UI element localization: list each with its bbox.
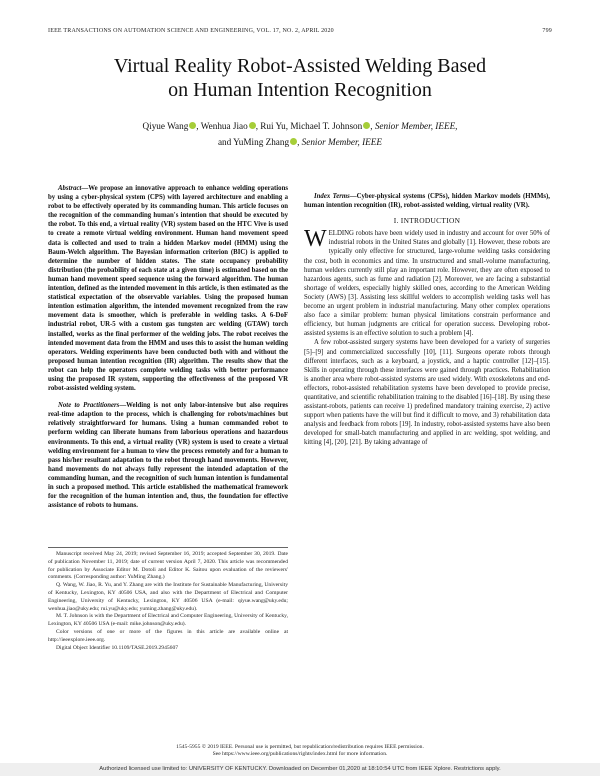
paragraph-text: ELDING robots have been widely used in industry and account for over 50% of industrial robots in the United States and globally [1]. However, these robots are typically only effective for structured, large-volume welding tasks considering the cost, both in economics and time. In unstructured and small-volume manufacturing, human welders currently still play an important role. However, they are often exposed to hazardous agents, such as fume and radiation [2]. Moreover, we are facing a substantial shortage of welders, especially highly skilled ones, according to the American Welding Society (AWS) [3]. Assisting less skillful welders to accomplish welding tasks well has become an urgent problem in industrial manufacturing. Many other complex operations also face a similar problem: human physical limitations constrain performance and efficiency, but human judgments are critical for operation success. Developing robot-assisted systems is an effective solution to such a problem [4]. [304,230,550,338]
left-column [48,184,288,510]
section-heading: I. INTRODUCTION [393,216,461,226]
index-terms [304,192,550,210]
paper-title [40,54,560,102]
orcid-icon[interactable] [189,122,196,129]
abstract [48,184,288,393]
note-text: —Welding is not only labor-intensive but also requires real-time adaption to the process, which is challenging for robots/machines but relatively straightforward for humans. Using a human commanded robot to perform welding can liberate humans from laborious operations and hazardous environments. To this end, a virtual reality (VR) system is used to create a virtual welding environment for a human to view the process remotely and for a human to pass his/her resultant adaptation to the robot through hand movements. However, hand movements do not always fully represent the intended adaptation of the commanding human, and the recognition of such human intention is fundamental in such a proposed method. This article established the mathematical framework for the recognition of the human intention and, thus, the foundation for effective assistance of robots to humans. [48,402,288,510]
author-name: and YuMing Zhang [217,137,290,147]
note-label: Note to Practitioners [58,402,120,410]
author-name: Michael T. Johnson [290,121,363,131]
copyright-notice [40,744,560,759]
abstract-label: Abstract [58,185,82,192]
footnote-manuscript: Manuscript received May 24, 2019; revised September 16, 2019; accepted September 30, 2019. Date of publication November 11, 2019; date of current version April 7, 2020. This article was recommended for publication by Associate Editor M. Dotoli and Editor K. Saitou upon evaluation of the reviewers' comments. (Corresponding author: YuMing Zhang.) [48,551,288,581]
journal-name: IEEE TRANSACTIONS ON AUTOMATION SCIENCE AND ENGINEERING, VOL. 17, NO. 2, APRIL 2020 [48,28,334,34]
footnote-doi: Digital Object Identifier 10.1109/TASE.2019.2945607 [56,644,179,651]
author-role: Senior Member, IEEE, [374,121,458,131]
author-list [40,118,560,150]
author-name: Wenhua Jiao [200,121,248,131]
copyright-line-2: See https://www.ieee.org/publications/rights/index.html for more information. [212,751,388,758]
author-name: Qiyue Wang [142,121,189,131]
orcid-icon[interactable] [249,122,256,129]
orcid-icon[interactable] [363,122,370,129]
footnote-affiliation: Q. Wang, W. Jiao, R. Yu, and Y. Zhang are with the Institute for Sustainable Manufacturing, University of Kentucky, Lexington, KY 40506 USA, and also with the Department of Electrical and Computer Engineering, University of Kentucky, Lexington, KY 40506 USA (e-mail: qiyue.wang@uky.edu; wenhua.jiao@uky.edu; rui.yu@uky.edu; yuming.zhang@uky.edu). [48,582,288,612]
drop-cap: W [304,226,327,253]
orcid-icon[interactable] [290,138,297,145]
title-line-1: Virtual Reality Robot-Assisted Welding Based [113,55,487,77]
title-line-2: on Human Intention Recognition [168,79,432,101]
footnote-affiliation-johnson: M. T. Johnson is with the Department of Electrical and Computer Engineering, University of Kentucky, Lexington, KY 40506 USA (e-mail: mike.johnson@uky.edu). [48,613,288,628]
right-column [304,184,550,448]
copyright-line-1: 1545-5955 © 2019 IEEE. Personal use is permitted, but republication/redistribution requires IEEE permission. [176,744,424,750]
running-header [48,28,552,34]
footnote-color-versions: Color versions of one or more of the figures in this article are available online at http://ieeexplore.ieee.org. [48,628,288,643]
author-role: Senior Member, IEEE [301,137,383,147]
index-terms-text: —Cyber-physical systems (CPSs), hidden Markov models (HMMs), human intention recognition (IR), robot-assisted welding, virtual reality (VR). [304,193,550,210]
author-line-2: and YuMing Zhang , Senior Member, IEEE [217,137,383,147]
download-notice-bar: Authorized licensed use limited to: UNIVERSITY OF KENTUCKY. Downloaded on December 01,2020 at 18:10:54 UTC from IEEE Xplore. Restrictions apply. [0,763,600,776]
note-to-practitioners [48,401,288,510]
author-line-1: Qiyue Wang , Wenhua Jiao , Rui Yu, Michael T. Johnson , Senior Member, IEEE, [142,121,458,131]
footnotes [48,551,288,652]
footnote-divider [48,547,288,548]
paragraph [304,226,550,338]
abstract-text: —We propose an innovative approach to enhance welding operations by using a cyber-physical system (CPS) with layered architecture and enabling a robot to be effectively operated by its commanding human. This article focuses on the recognition of the commanding human's intention that should be executed by the robot. To this end, a virtual reality (VR) system based on the HTC Vive is used to create a remote virtual welding environment. Human hand movement speed data is collected and used to train a hidden Markov model (HMM) using the Baum-Welch algorithm. The Bayesian information criterion (BIC) is applied to determine the number of hidden states. The state occupancy probability distribution (the probability of each state at a given time) is estimated based on the human hand movement speed sequence using the forward algorithm. The human intention, defined as the intended movement in this article, is then estimated as the statistical expectation of the observable variables. Using the proposed human intention estimation algorithm, the intended movement recognized from the raw movement data is smoother, which is preferable in welding tasks. A 6-DoF industrial robot, UR-5 with a custom gas tungsten arc welding (GTAW) torch installed, works as the final performer of the welding jobs. The robot receives the intended movement data from the HMM and uses this to assist the human welding operators. Welding experiments have been conducted both with and without the proposed human intention recognition (IR) algorithm. The results show that the robot can help the operators complete welding tasks with better performance using the proposed IR system, supporting the effectiveness of the proposed VR robot-assisted welding system. [48,185,288,393]
paragraph: A few robot-assisted surgery systems have been developed for a variety of surgeries [5]–[9] and commercialized successfully [10], [11]. Surgeons operate robots through different interfaces, such as a keyboard, a joystick, and a haptic controller [12]–[15]. Skills in operating through these interfaces were gained through practices. Rehabilitation is another area where robot-assisted systems are used widely. With exoskeletons and end-effectors, robot-assisted rehabilitation systems have been developed to provide precise, quantitative, and scientific rehabilitation training to the disabled [16]–[18]. By using these assistant-robots, patients can receive 1) predefined mandatory training exercise, 2) active support when patients have the will but find it difficult to move, and 3) rehabilitation data analysis and feedback from robots [19]. In industry, robot-assisted systems have also been developed for small-batch manufacturing and applied in arc welding, spot welding, and kitting [4], [20], [21]. By taking advantage of [304,339,550,447]
author-name: Rui Yu, [260,121,289,131]
introduction-body [304,226,550,447]
page-number: 799 [542,28,552,34]
index-terms-label: Index Terms [314,193,350,200]
